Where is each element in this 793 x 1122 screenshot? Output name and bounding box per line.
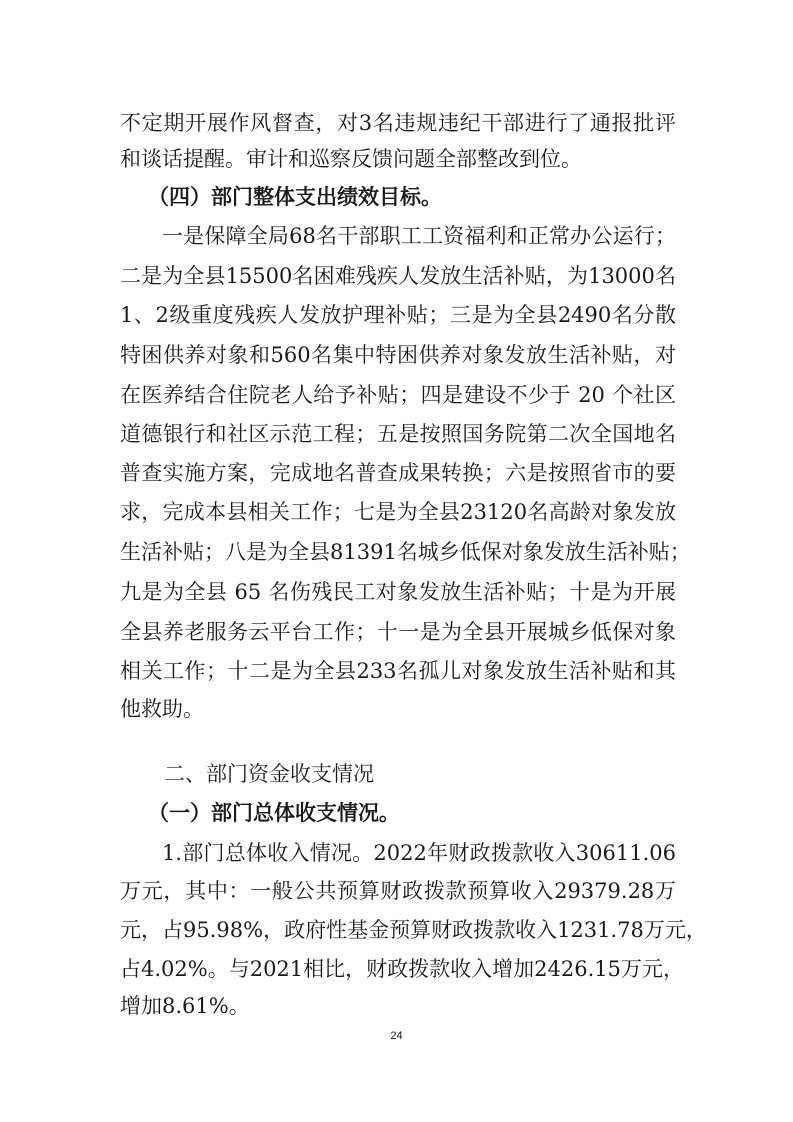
paragraph-line: 求，完成本县相关工作；七是为全县23120名高龄对象发放 [120,500,676,524]
page-number: 24 [390,1030,403,1042]
paragraph-line: 增加8.61%。 [120,994,250,1018]
section-heading: （一）部门总体收支情况。 [148,800,400,825]
chapter-heading: 二、部门资金收支情况 [164,762,374,786]
paragraph-line: 不定期开展作风督查，对3名违规违纪干部进行了通报批评 [120,111,676,135]
paragraph-line: 在医养结合住院老人给予补贴；四是建设不少于 20 个社区 [120,383,676,407]
paragraph-line: 他救助。 [120,697,204,721]
paragraph-line: 相关工作；十二是为全县233名孤儿对象发放生活补贴和其 [120,659,676,683]
section-heading: （四）部门整体支出绩效目标。 [148,184,442,209]
paragraph-line: 生活补贴；八是为全县81391名城乡低保对象发放生活补贴； [120,540,691,564]
paragraph-line: 和谈话提醒。审计和巡察反馈问题全部整改到位。 [120,147,582,171]
paragraph-line: 元，占95.98%，政府性基金预算财政拨款收入1231.78万元， [120,918,707,942]
paragraph-line: 占4.02%。与2021相比，财政拨款收入增加2426.15万元， [120,957,684,981]
paragraph-line: 全县养老服务云平台工作；十一是为全县开展城乡低保对象 [120,620,676,644]
paragraph-line: 道德银行和社区示范工程；五是按照国务院第二次全国地名 [120,422,676,446]
paragraph-line: 二是为全县15500名困难残疾人发放生活补贴，为13000名 [120,264,676,288]
paragraph-line: 一是保障全局68名干部职工工资福利和正常办公运行； [162,224,676,248]
paragraph-line: 1.部门总体收入情况。2022年财政拨款收入30611.06 [162,841,676,865]
paragraph-line: 特困供养对象和560名集中特困供养对象发放生活补贴，对 [120,343,676,367]
paragraph-line: 1、2级重度残疾人发放护理补贴；三是为全县2490名分散 [120,303,676,327]
paragraph-line: 万元，其中：一般公共预算财政拨款预算收入29379.28万 [120,879,676,903]
paragraph-line: 普查实施方案，完成地名普查成果转换；六是按照省市的要 [120,461,676,485]
paragraph-line: 九是为全县 65 名伤残民工对象发放生活补贴；十是为开展 [120,580,676,604]
